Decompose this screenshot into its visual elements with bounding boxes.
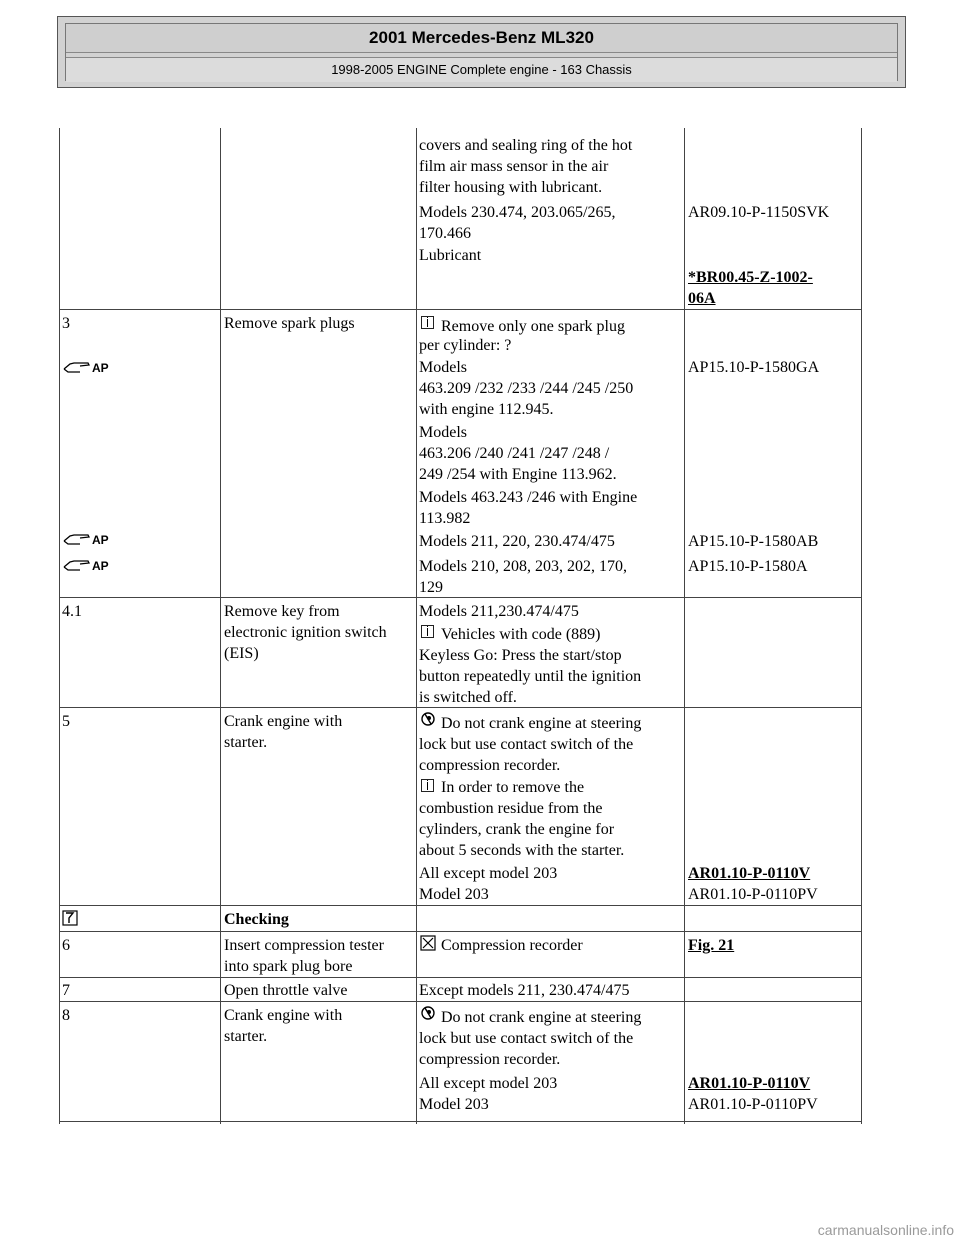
info-icon (421, 316, 434, 329)
reference-code: AR01.10-P-0110PV (688, 1096, 818, 1113)
cell-text: combustion residue from the (419, 800, 603, 817)
row-divider (59, 905, 862, 906)
row-divider (59, 977, 862, 978)
step-action: starter. (224, 734, 268, 751)
svg-text:AP: AP (92, 533, 109, 547)
cell-text: 113.982 (419, 510, 471, 527)
reference-link[interactable]: *BR00.45-Z-1002- (688, 269, 813, 286)
section-heading: Checking (224, 911, 289, 928)
cell-text: filter housing with lubricant. (419, 179, 603, 196)
cell-text: 129 (419, 579, 443, 596)
row-divider (59, 597, 862, 598)
cell-text: Compression recorder (441, 937, 583, 954)
ap-pointing-hand-icon[interactable] (62, 530, 120, 548)
cell-text: compression recorder. (419, 1051, 561, 1068)
step-action: Open throttle valve (224, 982, 348, 999)
cell-text: about 5 seconds with the starter. (419, 842, 625, 859)
row-divider (59, 309, 862, 310)
reference-link[interactable]: 06A (688, 290, 716, 307)
info-icon (421, 779, 434, 792)
step-action: Crank engine with (224, 1007, 343, 1024)
column-divider (416, 128, 417, 1124)
ap-pointing-hand-icon[interactable] (62, 556, 120, 574)
table-border-left (59, 128, 60, 1124)
step-action: starter. (224, 1028, 268, 1045)
warning-eye-icon (420, 1005, 436, 1021)
step-action: Insert compression tester (224, 937, 384, 954)
svg-text:AP: AP (92, 559, 109, 573)
cell-text: All except model 203 (419, 1075, 558, 1092)
step-action: (EIS) (224, 645, 259, 662)
cell-text: Models 230.474, 203.065/265, (419, 204, 616, 221)
warning-eye-icon (420, 711, 436, 727)
step-number: 5 (62, 713, 70, 730)
step-number: 8 (62, 1007, 70, 1024)
cell-text: In order to remove the (441, 779, 585, 796)
reference-code: AR01.10-P-0110PV (688, 886, 818, 903)
cell-text: button repeatedly until the ignition (419, 668, 642, 685)
cell-text: Model 203 (419, 1096, 489, 1113)
cell-text: lock but use contact switch of the (419, 1030, 634, 1047)
step-number: 7 (62, 982, 70, 999)
cell-text: Models 211, 220, 230.474/475 (419, 533, 615, 550)
reference-link[interactable]: AR01.10-P-0110V (688, 865, 811, 882)
cell-text: Lubricant (419, 247, 482, 264)
step-number: 3 (62, 315, 70, 332)
step-action: Remove key from (224, 603, 340, 620)
figure-link[interactable]: Fig. 21 (688, 937, 735, 954)
tool-icon (420, 935, 436, 951)
cell-text: Except models 211, 230.474/475 (419, 982, 630, 999)
row-divider (59, 931, 862, 932)
cell-text: cylinders, crank the engine for (419, 821, 615, 838)
reference-code: AR09.10-P-1150SVK (688, 204, 830, 221)
row-divider (59, 1121, 862, 1122)
cell-text: per cylinder: ? (419, 337, 512, 354)
cell-text: Models (419, 359, 467, 376)
cell-text: lock but use contact switch of the (419, 736, 634, 753)
row-divider (59, 1001, 862, 1002)
cell-text: compression recorder. (419, 757, 561, 774)
reference-code: AP15.10-P-1580A (688, 558, 808, 575)
cell-text: covers and sealing ring of the hot (419, 137, 633, 154)
info-icon (421, 625, 434, 638)
document-title: 2001 Mercedes-Benz ML320 (66, 24, 897, 53)
cell-text: All except model 203 (419, 865, 558, 882)
svg-text:AP: AP (92, 361, 109, 375)
cell-text: Vehicles with code (889) (441, 626, 601, 643)
step-number: 6 (62, 937, 70, 954)
cell-text: Models (419, 424, 467, 441)
reference-code: AP15.10-P-1580AB (688, 533, 819, 550)
cell-text: Models 210, 208, 203, 202, 170, (419, 558, 627, 575)
cell-text: with engine 112.945. (419, 401, 554, 418)
cell-text: 463.206 /240 /241 /247 /248 / (419, 445, 610, 462)
cell-text: Do not crank engine at steering (441, 1009, 642, 1026)
header-frame (65, 23, 898, 81)
ap-pointing-hand-icon[interactable] (62, 358, 120, 376)
watermark: carmanualsonline.info (817, 1222, 954, 1238)
cell-text: 170.466 (419, 225, 471, 242)
step-action: into spark plug bore (224, 958, 353, 975)
step-action: Crank engine with (224, 713, 343, 730)
cell-text: 249 /254 with Engine 113.962. (419, 466, 617, 483)
cell-text: Keyless Go: Press the start/stop (419, 647, 622, 664)
cell-text: Model 203 (419, 886, 489, 903)
cell-text: 463.209 /232 /233 /244 /245 /250 (419, 380, 634, 397)
column-divider (684, 128, 685, 1124)
reference-link[interactable]: AR01.10-P-0110V (688, 1075, 811, 1092)
step-action: Remove spark plugs (224, 315, 355, 332)
step-action: electronic ignition switch (224, 624, 387, 641)
checking-icon (62, 910, 78, 926)
column-divider (220, 128, 221, 1124)
cell-text: Remove only one spark plug (441, 318, 625, 335)
cell-text: is switched off. (419, 689, 517, 706)
document-header (57, 16, 906, 88)
table-border-right (861, 128, 862, 1124)
cell-text: Do not crank engine at steering (441, 715, 642, 732)
cell-text: film air mass sensor in the air (419, 158, 609, 175)
cell-text: Models 463.243 /246 with Engine (419, 489, 638, 506)
reference-code: AP15.10-P-1580GA (688, 359, 820, 376)
step-number: 4.1 (62, 603, 82, 620)
cell-text: Models 211,230.474/475 (419, 603, 579, 620)
document-subtitle: 1998-2005 ENGINE Complete engine - 163 Chassis (66, 57, 897, 82)
